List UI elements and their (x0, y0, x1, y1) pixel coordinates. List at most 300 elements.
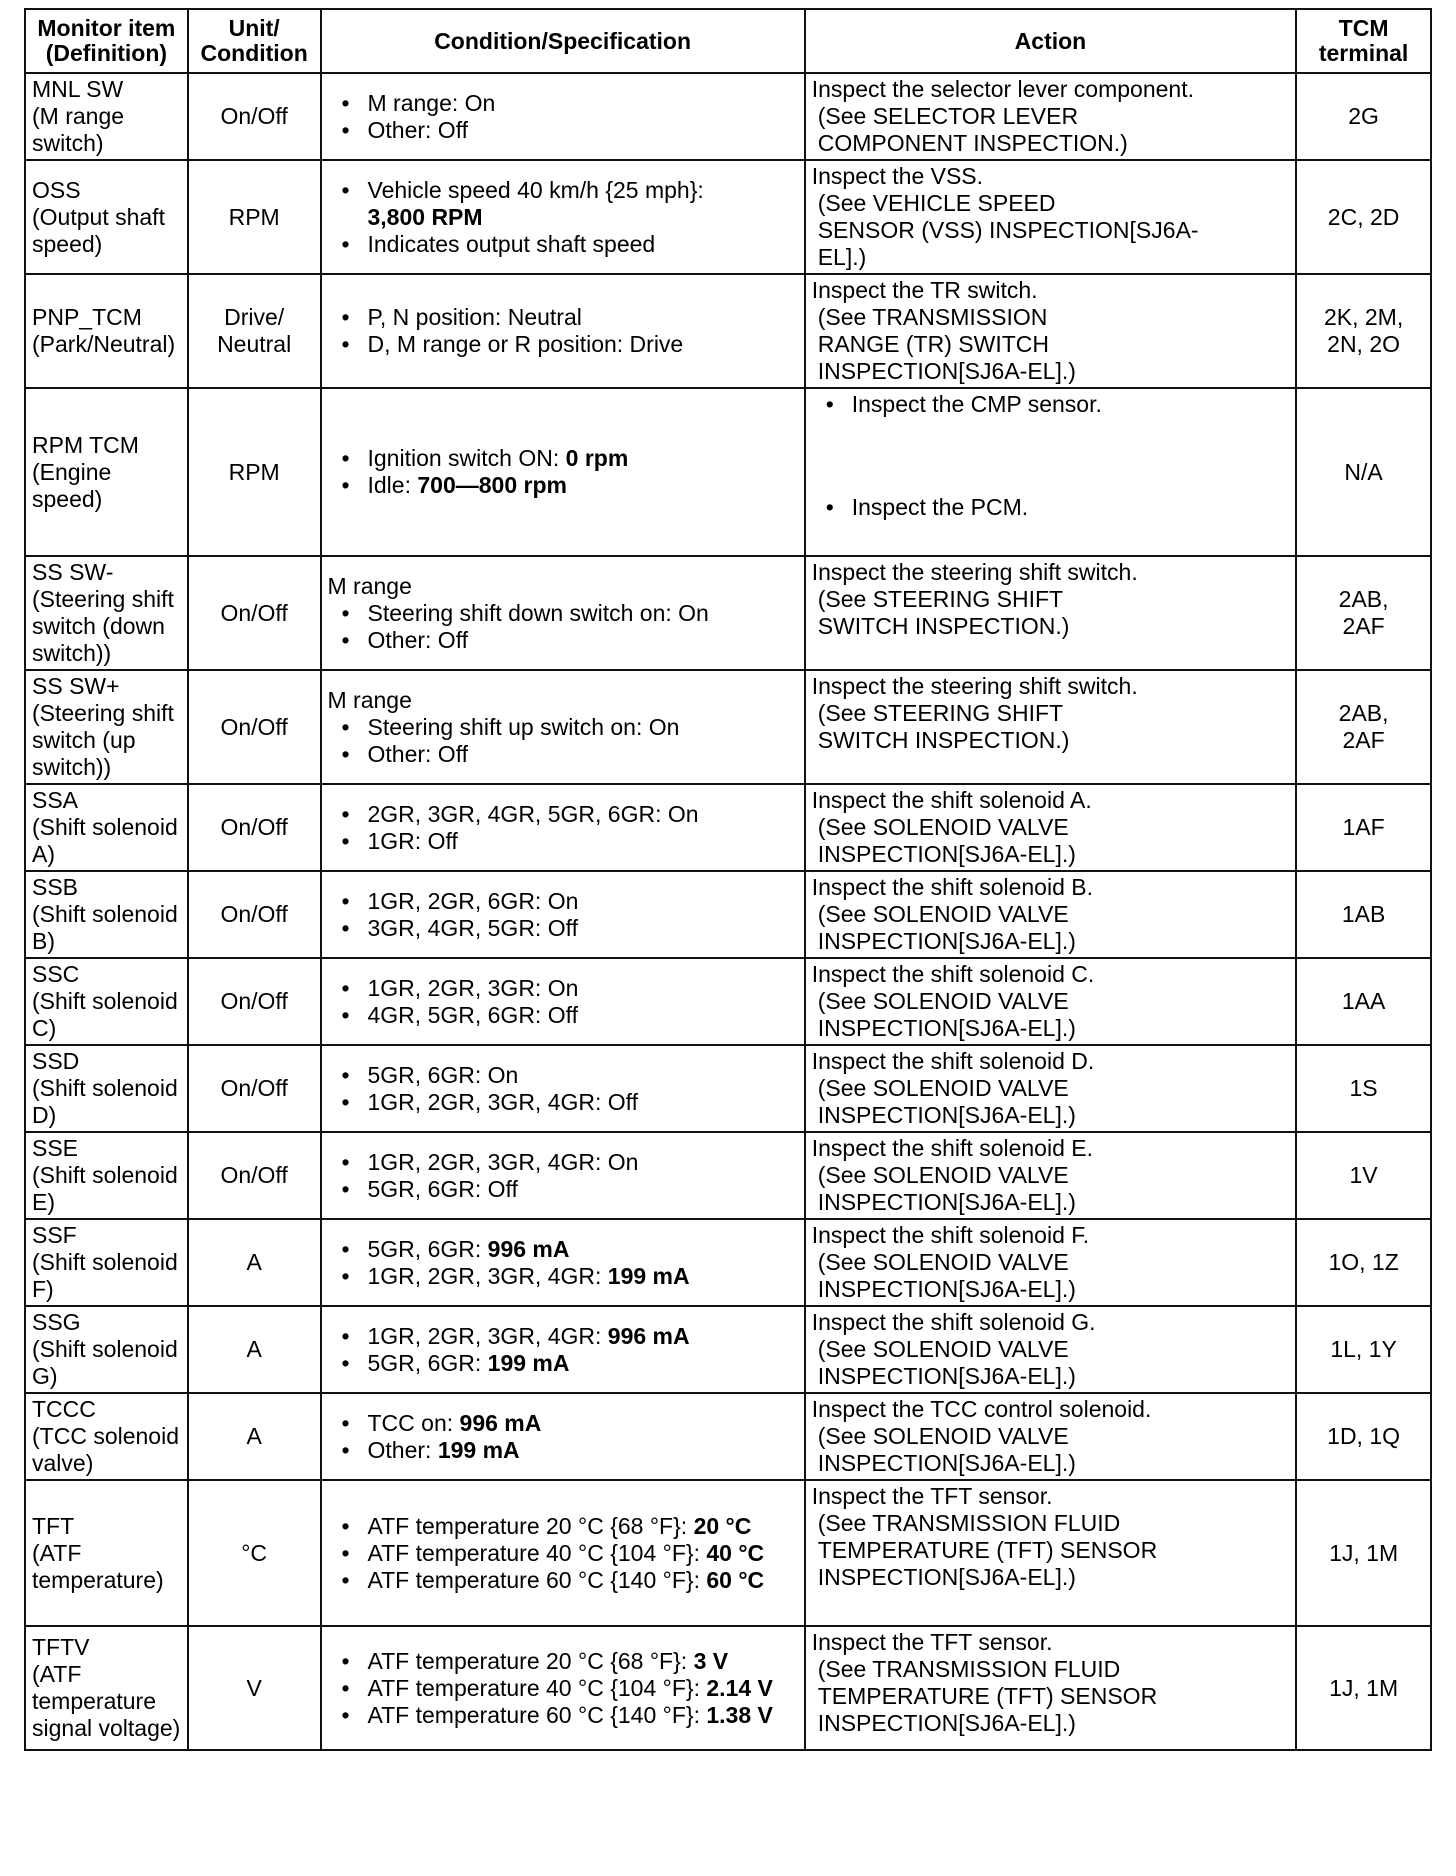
monitor-item-text: (M range (32, 103, 125, 129)
spec-bullet (368, 1176, 798, 1203)
unit-condition-cell (188, 1219, 321, 1306)
monitor-item-cell (25, 556, 188, 670)
spec-text: 2GR, 3GR, 4GR, 5GR, 6GR: On (367, 800, 699, 827)
unit-text: On/Off (220, 1075, 288, 1101)
unit-text: A (246, 1249, 262, 1275)
condition-spec-cell (321, 1045, 805, 1132)
action-text: Inspect the shift solenoid B. (811, 874, 1093, 900)
monitor-item-text: (Shift solenoid (32, 988, 178, 1014)
action-text: Inspect the steering shift switch. (811, 673, 1138, 699)
unit-condition-cell (188, 1393, 321, 1480)
spec-text: 1GR, 2GR, 3GR: On (367, 974, 579, 1001)
table-row (25, 871, 1431, 958)
spec-value: 3 V (693, 1647, 729, 1674)
spec-text: ATF temperature 40 °C {104 °F}: (367, 1539, 707, 1566)
spec-list (328, 90, 798, 144)
monitor-item-text: speed) (32, 230, 103, 257)
action-text: Inspect the shift solenoid G. (811, 1309, 1096, 1335)
spec-list (328, 1323, 798, 1377)
unit-text: On/Off (220, 901, 288, 927)
condition-spec-cell (321, 73, 805, 160)
spec-text: Other: Off (367, 116, 469, 143)
spec-text: 5GR, 6GR: On (367, 1061, 519, 1088)
action-text: INSPECTION[SJ6A-EL].) (817, 1450, 1076, 1476)
terminal-text: 1S (1349, 1075, 1378, 1101)
spec-bullet (368, 1567, 798, 1594)
spec-bullet (368, 117, 798, 144)
monitor-item-text: (TCC solenoid (32, 1423, 179, 1449)
spec-value: 996 mA (487, 1235, 570, 1262)
tcm-terminal-cell (1296, 871, 1431, 958)
spec-bullet (368, 915, 798, 942)
table-row (25, 388, 1431, 556)
spec-text: Other: Off (367, 626, 469, 653)
monitor-item-text: G) (32, 1363, 58, 1389)
spec-value: 700—800 rpm (417, 472, 567, 498)
monitor-item-text: switch)) (32, 754, 112, 780)
action-text: SWITCH INSPECTION.) (817, 727, 1070, 753)
monitor-item-text: switch (up (32, 727, 136, 753)
monitor-item-cell (25, 958, 188, 1045)
action-text: TEMPERATURE (TFT) SENSOR (817, 1683, 1158, 1709)
unit-text: On/Off (220, 988, 288, 1014)
header-condition-specification: Condition/Specification (321, 9, 805, 73)
spec-list (328, 1062, 798, 1116)
spec-bullet (368, 1089, 798, 1116)
spec-text: M range: On (367, 89, 496, 116)
spec-bullet (368, 331, 798, 358)
spec-value: 2.14 V (706, 1674, 773, 1701)
spec-bullet (368, 1702, 798, 1729)
spec-value: 996 mA (459, 1409, 542, 1436)
header-unit-condition: Unit/ Condition (188, 9, 321, 73)
monitor-item-text: MNL SW (32, 76, 124, 102)
unit-text: A (246, 1423, 262, 1449)
spec-text: 5GR, 6GR: Off (367, 1175, 518, 1202)
action-cell (805, 1045, 1296, 1132)
action-cell (805, 958, 1296, 1045)
monitor-item-table-page (24, 8, 1432, 1751)
action-text: EL].) (817, 244, 867, 270)
action-cell (805, 1480, 1296, 1626)
tcm-terminal-cell (1296, 1306, 1431, 1393)
unit-condition-cell (188, 73, 321, 160)
tcm-terminal-cell (1296, 1132, 1431, 1219)
unit-condition-cell (188, 1132, 321, 1219)
monitor-item-cell (25, 1393, 188, 1480)
terminal-text: 1V (1349, 1162, 1378, 1188)
spec-text: ATF temperature 20 °C {68 °F}: (367, 1512, 694, 1539)
condition-spec-cell (321, 958, 805, 1045)
monitor-item-table (24, 8, 1432, 1751)
action-text: Inspect the TFT sensor. (811, 1629, 1053, 1655)
action-bullet: • Inspect the PCM. (812, 494, 1289, 521)
monitor-item-cell (25, 670, 188, 784)
action-text: INSPECTION[SJ6A-EL].) (817, 928, 1076, 954)
action-text: INSPECTION[SJ6A-EL].) (817, 1363, 1076, 1389)
spec-bullet (368, 231, 798, 258)
action-text: (See VEHICLE SPEED (817, 190, 1056, 216)
monitor-item-text: (Shift solenoid (32, 1075, 178, 1101)
condition-spec-cell (321, 388, 805, 556)
spec-text: ATF temperature 60 °C {140 °F}: (367, 1566, 707, 1593)
condition-spec-cell (321, 1626, 805, 1750)
terminal-text: 2N, 2O (1327, 331, 1401, 357)
table-row (25, 784, 1431, 871)
monitor-item-cell (25, 160, 188, 274)
action-text: Inspect the shift solenoid F. (811, 1222, 1090, 1248)
terminal-text: 2AB, (1338, 700, 1389, 726)
header-action: Action (805, 9, 1296, 73)
monitor-item-text: C) (32, 1015, 57, 1041)
header-tcm-terminal: TCM terminal (1296, 9, 1431, 73)
unit-text: Drive/ (224, 304, 285, 330)
unit-condition-cell (188, 556, 321, 670)
monitor-item-text: PNP_TCM (32, 304, 142, 330)
action-cell (805, 1626, 1296, 1750)
monitor-item-text: F) (32, 1276, 54, 1302)
action-cell (805, 73, 1296, 160)
unit-condition-cell (188, 1306, 321, 1393)
spec-text: ATF temperature 60 °C {140 °F}: (367, 1701, 707, 1728)
unit-text: Neutral (217, 331, 292, 357)
monitor-item-text: A) (32, 841, 55, 867)
spec-bullet (368, 1149, 798, 1176)
unit-text: On/Off (220, 599, 288, 626)
action-text: (See SOLENOID VALVE (817, 1336, 1069, 1362)
spec-value: 60 °C (706, 1566, 765, 1593)
condition-spec-cell (321, 1480, 805, 1626)
spec-bullet (368, 1062, 798, 1089)
condition-spec-cell (321, 1393, 805, 1480)
monitor-item-cell (25, 1480, 188, 1626)
monitor-item-text: RPM TCM (32, 431, 139, 458)
monitor-item-text: (Shift solenoid (32, 901, 178, 927)
action-text: (See STEERING SHIFT (817, 700, 1064, 726)
spec-list (328, 801, 798, 855)
action-text: INSPECTION[SJ6A-EL].) (817, 358, 1076, 384)
unit-text: On/Off (220, 103, 288, 129)
action-text: INSPECTION[SJ6A-EL].) (817, 1102, 1076, 1128)
spec-value: 1.38 V (706, 1701, 773, 1728)
spec-bullet (368, 1513, 798, 1540)
spec-value: 20 °C (693, 1512, 752, 1539)
terminal-text: N/A (1344, 458, 1383, 485)
monitor-item-text: TFTV (32, 1634, 90, 1660)
spec-list (328, 975, 798, 1029)
monitor-item-text: OSS (32, 176, 81, 203)
action-cell (805, 556, 1296, 670)
terminal-text: 2AF (1342, 613, 1385, 639)
monitor-item-cell (25, 1626, 188, 1750)
tcm-terminal-cell (1296, 1480, 1431, 1626)
monitor-item-text: (ATF (32, 1661, 82, 1687)
action-text: (See TRANSMISSION FLUID (817, 1656, 1121, 1682)
action-text: Inspect the steering shift switch. (811, 559, 1138, 585)
condition-spec-cell (321, 871, 805, 958)
spec-text: ATF temperature 20 °C {68 °F}: (367, 1647, 694, 1674)
terminal-text: 1AA (1341, 988, 1386, 1014)
monitor-item-text: D) (32, 1102, 57, 1128)
unit-condition-cell (188, 871, 321, 958)
monitor-item-text: SSA (32, 787, 79, 813)
unit-condition-cell (188, 388, 321, 556)
action-text: INSPECTION[SJ6A-EL].) (817, 1564, 1076, 1590)
spec-bullet (368, 1437, 798, 1464)
spec-text: 1GR, 2GR, 3GR, 4GR: On (367, 1148, 639, 1175)
spec-bullet (368, 975, 798, 1002)
spec-value: 199 mA (607, 1262, 690, 1289)
action-cell (805, 274, 1296, 388)
condition-spec-cell (321, 274, 805, 388)
monitor-item-text: SSB (32, 874, 79, 900)
action-text: (See TRANSMISSION (817, 304, 1048, 330)
table-header-row (25, 9, 1431, 73)
table-row (25, 958, 1431, 1045)
spec-list (328, 1149, 798, 1203)
monitor-item-text: switch) (32, 130, 104, 156)
tcm-terminal-cell (1296, 274, 1431, 388)
spec-list (328, 1648, 798, 1729)
monitor-item-cell (25, 388, 188, 556)
unit-condition-cell (188, 1626, 321, 1750)
unit-text: A (246, 1336, 262, 1362)
unit-text: On/Off (220, 713, 288, 740)
action-cell (805, 784, 1296, 871)
terminal-text: 2C, 2D (1327, 203, 1400, 230)
spec-bullet (368, 801, 798, 828)
monitor-item-text: (Engine (32, 458, 112, 485)
spec-lead-text: M range (327, 572, 412, 599)
spec-bullet (368, 445, 798, 472)
condition-spec-cell (321, 1132, 805, 1219)
monitor-item-text: E) (32, 1189, 55, 1215)
spec-bullet (368, 1540, 798, 1567)
spec-bullet (368, 1648, 798, 1675)
spec-text: 4GR, 5GR, 6GR: Off (367, 1001, 578, 1028)
monitor-item-text: B) (32, 928, 55, 954)
spec-bullet (368, 1323, 798, 1350)
action-text: COMPONENT INSPECTION.) (817, 130, 1128, 156)
action-cell (805, 1219, 1296, 1306)
action-text: (See STEERING SHIFT (817, 586, 1064, 612)
monitor-item-text: (Shift solenoid (32, 1249, 178, 1275)
action-text: Inspect the TCC control solenoid. (811, 1396, 1152, 1422)
unit-condition-cell (188, 670, 321, 784)
action-text: Inspect the shift solenoid A. (811, 787, 1092, 813)
action-text: INSPECTION[SJ6A-EL].) (817, 1276, 1076, 1302)
condition-spec-cell (321, 160, 805, 274)
action-text: Inspect the shift solenoid C. (811, 961, 1095, 987)
monitor-item-text: SS SW+ (32, 673, 120, 699)
tcm-terminal-cell (1296, 1045, 1431, 1132)
monitor-item-cell (25, 1132, 188, 1219)
table-row (25, 160, 1431, 274)
spec-text: 1GR: Off (367, 827, 458, 854)
table-row (25, 1626, 1431, 1750)
tcm-terminal-cell (1296, 958, 1431, 1045)
action-cell (805, 160, 1296, 274)
terminal-text: 1AB (1341, 901, 1386, 927)
action-text: (See SOLENOID VALVE (817, 1423, 1069, 1449)
unit-condition-cell (188, 958, 321, 1045)
terminal-text: 1AF (1342, 814, 1385, 840)
terminal-text: 1J, 1M (1329, 1674, 1399, 1701)
spec-value: 199 mA (437, 1436, 520, 1463)
unit-text: RPM (228, 458, 280, 485)
terminal-text: 1O, 1Z (1328, 1249, 1399, 1275)
terminal-text: 1D, 1Q (1327, 1423, 1401, 1449)
unit-condition-cell (188, 274, 321, 388)
action-text: (See SELECTOR LEVER (817, 103, 1079, 129)
spec-bullet (368, 714, 798, 741)
monitor-item-cell (25, 871, 188, 958)
action-text: SWITCH INSPECTION.) (817, 613, 1070, 639)
tcm-terminal-cell (1296, 556, 1431, 670)
spec-list (328, 445, 798, 499)
monitor-item-text: (Park/Neutral) (32, 331, 176, 357)
action-cell (805, 670, 1296, 784)
condition-spec-cell (321, 670, 805, 784)
tcm-terminal-cell (1296, 1393, 1431, 1480)
action-cell (805, 871, 1296, 958)
spec-text: Steering shift up switch on: On (367, 713, 680, 740)
spec-list (328, 714, 798, 768)
spec-list (328, 888, 798, 942)
action-text: (See SOLENOID VALVE (817, 988, 1069, 1014)
spec-text: 1GR, 2GR, 3GR, 4GR: (367, 1262, 608, 1289)
spec-text: Ignition switch ON: (367, 445, 566, 471)
table-row (25, 1480, 1431, 1626)
tcm-terminal-cell (1296, 670, 1431, 784)
monitor-item-text: (ATF (32, 1539, 82, 1566)
action-text: (See TRANSMISSION FLUID (817, 1510, 1121, 1536)
monitor-item-text: SSC (32, 961, 80, 987)
action-text: Inspect the TR switch. (811, 277, 1038, 303)
spec-value: 40 °C (706, 1539, 765, 1566)
spec-text: Indicates output shaft speed (367, 230, 656, 257)
action-text: INSPECTION[SJ6A-EL].) (817, 841, 1076, 867)
spec-bullet (368, 472, 798, 499)
spec-bullet (368, 177, 798, 231)
spec-list (328, 1236, 798, 1290)
monitor-item-text: (Output shaft (32, 203, 165, 230)
spec-list (328, 304, 798, 358)
spec-list (328, 600, 798, 654)
unit-text: V (246, 1674, 262, 1701)
action-text: (See SOLENOID VALVE (817, 1162, 1069, 1188)
tcm-terminal-cell (1296, 73, 1431, 160)
action-text: INSPECTION[SJ6A-EL].) (817, 1015, 1076, 1041)
monitor-item-text: switch)) (32, 640, 112, 666)
spec-text: 1GR, 2GR, 3GR, 4GR: (367, 1322, 608, 1349)
spec-bullet (368, 1410, 798, 1437)
tcm-terminal-cell (1296, 388, 1431, 556)
monitor-item-text: (Shift solenoid (32, 1336, 178, 1362)
spec-bullet (368, 1263, 798, 1290)
monitor-item-text: SS SW- (32, 559, 114, 585)
spec-value: 0 rpm (565, 445, 629, 471)
spec-text: ATF temperature 40 °C {104 °F}: (367, 1674, 707, 1701)
table-row (25, 1393, 1431, 1480)
table-row (25, 1306, 1431, 1393)
spec-bullet (368, 600, 798, 627)
monitor-item-text: (Shift solenoid (32, 1162, 178, 1188)
table-row (25, 1132, 1431, 1219)
unit-condition-cell (188, 160, 321, 274)
action-cell (805, 388, 1296, 556)
spec-bullet (368, 90, 798, 117)
spec-text: D, M range or R position: Drive (367, 331, 684, 357)
monitor-item-cell (25, 1219, 188, 1306)
monitor-item-text: speed) (32, 485, 103, 512)
spec-list (328, 1410, 798, 1464)
monitor-item-cell (25, 784, 188, 871)
spec-text: Steering shift down switch on: On (367, 599, 709, 626)
spec-text: 5GR, 6GR: (367, 1235, 488, 1262)
spec-list (328, 1513, 798, 1594)
terminal-text: 2K, 2M, (1323, 304, 1404, 330)
action-text: INSPECTION[SJ6A-EL].) (817, 1710, 1076, 1736)
spec-bullet (368, 741, 798, 768)
monitor-item-text: SSE (32, 1135, 79, 1161)
monitor-item-text: SSF (32, 1222, 77, 1248)
spec-text: 1GR, 2GR, 6GR: On (367, 887, 579, 914)
action-text: (See SOLENOID VALVE (817, 814, 1069, 840)
action-cell (805, 1306, 1296, 1393)
unit-text: °C (241, 1539, 268, 1566)
unit-condition-cell (188, 784, 321, 871)
action-text: SENSOR (VSS) INSPECTION[SJ6A- (817, 217, 1199, 243)
tcm-terminal-cell (1296, 1626, 1431, 1750)
monitor-item-text: temperature (32, 1688, 157, 1714)
action-text: Inspect the VSS. (811, 163, 984, 189)
spec-text: 1GR, 2GR, 3GR, 4GR: Off (367, 1088, 639, 1115)
condition-spec-cell (321, 784, 805, 871)
monitor-item-text: signal voltage) (32, 1715, 181, 1741)
monitor-item-text: SSD (32, 1048, 80, 1074)
table-row (25, 1219, 1431, 1306)
terminal-text: 2G (1348, 103, 1379, 129)
table-row (25, 274, 1431, 388)
header-monitor-item: Monitor item (Definition) (25, 9, 188, 73)
terminal-text: 2AF (1342, 727, 1385, 753)
monitor-item-text: TCCC (32, 1396, 96, 1422)
condition-spec-cell (321, 556, 805, 670)
action-text: Inspect the shift solenoid E. (811, 1135, 1093, 1161)
spec-lead-text: M range (327, 686, 412, 713)
action-bullet: • Inspect the CMP sensor. (812, 391, 1289, 418)
action-text: (See SOLENOID VALVE (817, 1249, 1069, 1275)
spec-bullet (368, 1675, 798, 1702)
spec-list (328, 177, 798, 258)
unit-condition-cell (188, 1480, 321, 1626)
spec-text: 5GR, 6GR: (367, 1349, 488, 1376)
spec-value: 3,800 RPM (367, 203, 483, 230)
spec-text: P, N position: Neutral (367, 304, 582, 330)
action-cell (805, 1132, 1296, 1219)
spec-text: 3GR, 4GR, 5GR: Off (367, 914, 578, 941)
monitor-item-cell (25, 274, 188, 388)
monitor-item-text: (Steering shift (32, 586, 174, 612)
action-text: TEMPERATURE (TFT) SENSOR (817, 1537, 1158, 1563)
spec-bullet (368, 888, 798, 915)
action-text: (See SOLENOID VALVE (817, 1075, 1069, 1101)
tcm-terminal-cell (1296, 160, 1431, 274)
terminal-text: 2AB, (1338, 586, 1389, 612)
monitor-item-cell (25, 1045, 188, 1132)
unit-text: On/Off (220, 814, 288, 840)
